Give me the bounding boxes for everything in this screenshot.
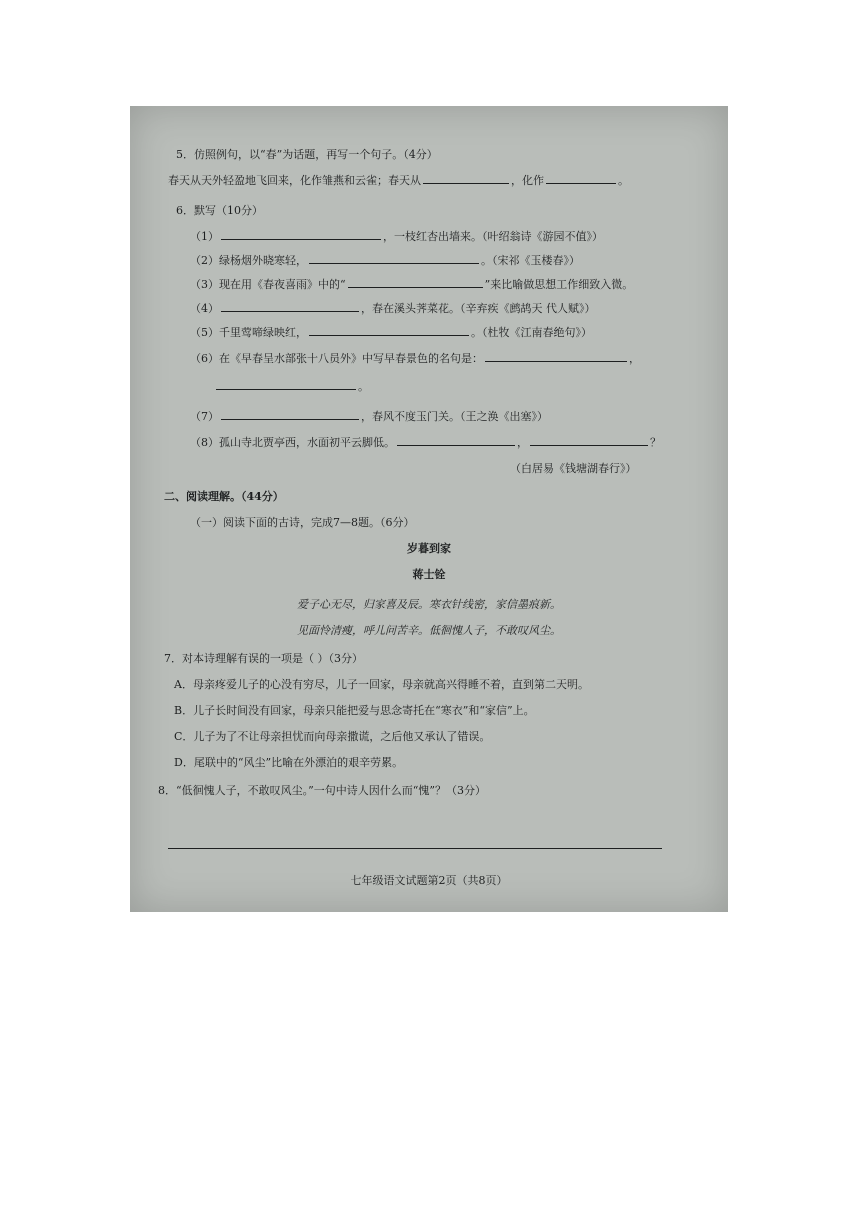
q6-item-7-num: （7） <box>190 410 219 423</box>
q8-answer-line[interactable] <box>168 848 662 849</box>
q8-prompt: 8．“低徊愧人子，不敢叹风尘。”一句中诗人因什么而“愧”？（3分） <box>158 784 486 797</box>
q6-item-5-after: 。（杜牧《江南春绝句》） <box>471 326 592 339</box>
q6-item-8-blank-2[interactable] <box>530 434 648 446</box>
q6-item-8-blank-1[interactable] <box>397 434 515 446</box>
q6-item-5 <box>190 324 592 340</box>
q6-item-2-before: （2）绿杨烟外晓寒轻， <box>190 254 307 267</box>
q7-prompt: 7．对本诗理解有误的一项是（ ）（3分） <box>164 652 363 665</box>
q6-item-8-mid: ， <box>517 436 528 449</box>
q6-item-6-cont <box>214 378 369 394</box>
q6-item-1 <box>190 228 603 244</box>
q6-item-6-cont-end: 。 <box>358 380 369 393</box>
q6-item-1-blank[interactable] <box>221 228 381 240</box>
q7-option-a[interactable]: A．母亲疼爱儿子的心没有穷尽，儿子一回家，母亲就高兴得睡不着，直到第二天明。 <box>174 678 589 691</box>
q6-item-4 <box>190 300 596 316</box>
q6-item-3 <box>190 276 633 292</box>
q5-example <box>168 172 629 188</box>
q6-prompt: 6．默写（10分） <box>176 204 263 217</box>
q6-item-4-blank[interactable] <box>221 300 359 312</box>
poem-title: 岁暮到家 <box>407 542 451 555</box>
q6-item-8-source: （白居易《钱塘湖春行》） <box>510 462 637 475</box>
poem-author: 蒋士铨 <box>412 568 446 581</box>
q5-example-a: 春天从天外轻盈地飞回来，化作雏燕和云雀；春天从 <box>168 174 421 187</box>
q6-item-5-blank[interactable] <box>309 324 469 336</box>
q6-item-6-blank-1[interactable] <box>485 350 627 362</box>
q6-item-6-after: ， <box>629 352 640 365</box>
q6-item-2-blank[interactable] <box>309 252 479 264</box>
poem-line-1: 爱子心无尽，归家喜及辰。寒衣针线密，家信墨痕新。 <box>297 598 561 611</box>
q6-item-8 <box>190 434 661 450</box>
q7-option-b[interactable]: B．儿子长时间没有回家，母亲只能把爱与思念寄托在“寒衣”和“家信”上。 <box>174 704 535 717</box>
poem-line-2: 见面怜清瘦，呼儿问苦辛。低徊愧人子，不敢叹风尘。 <box>297 624 561 637</box>
q6-item-3-blank[interactable] <box>348 276 483 288</box>
q6-item-2-after: 。（宋祁《玉楼春》） <box>481 254 580 267</box>
q6-item-1-num: （1） <box>190 230 219 243</box>
q5-blank-2[interactable] <box>546 172 616 184</box>
q6-item-6-before: （6）在《早春呈水部张十八员外》中写早春景色的名句是： <box>190 352 483 365</box>
page-footer: 七年级语文试题第2页（共8页） <box>350 874 508 887</box>
q6-item-8-before: （8）孤山寺北贾亭西，水面初平云脚低。 <box>190 436 395 449</box>
q6-item-8-after: ？ <box>650 436 661 449</box>
q5-prompt: 5．仿照例句，以“春”为话题，再写一个句子。（4分） <box>176 148 438 161</box>
q6-item-4-num: （4） <box>190 302 219 315</box>
q7-option-d[interactable]: D．尾联中的“风尘”比喻在外漂泊的艰辛劳累。 <box>174 756 404 769</box>
q6-item-6-blank-2[interactable] <box>216 378 356 390</box>
q6-item-5-before: （5）千里莺啼绿映红， <box>190 326 307 339</box>
q6-item-2 <box>190 252 580 268</box>
q5-example-end: 。 <box>618 174 629 187</box>
q6-item-6 <box>190 350 640 366</box>
q5-example-b: ，化作 <box>511 174 544 187</box>
q6-item-7-text: ，春风不度玉门关。（王之涣《出塞》） <box>361 410 548 423</box>
q6-item-3-before: （3）现在用《春夜喜雨》中的“ <box>190 278 346 291</box>
q6-item-4-text: ，春在溪头荠菜花。（辛弃疾《鹧鸪天 代人赋》） <box>361 302 596 315</box>
q6-item-1-text: ，一枝红杏出墙来。（叶绍翁诗《游园不值》） <box>383 230 603 243</box>
q7-option-c[interactable]: C．儿子为了不让母亲担忧而向母亲撒谎，之后他又承认了错误。 <box>174 730 491 743</box>
q5-blank-1[interactable] <box>423 172 509 184</box>
section-2-heading: 二、阅读理解。（44分） <box>164 490 284 503</box>
q6-item-7-blank[interactable] <box>221 408 359 420</box>
section-2-sub: （一）阅读下面的古诗，完成7—8题。（6分） <box>190 516 415 529</box>
q6-item-3-after: ”来比喻做思想工作细致入微。 <box>484 278 634 291</box>
exam-page <box>130 106 728 912</box>
q6-item-7 <box>190 408 548 424</box>
